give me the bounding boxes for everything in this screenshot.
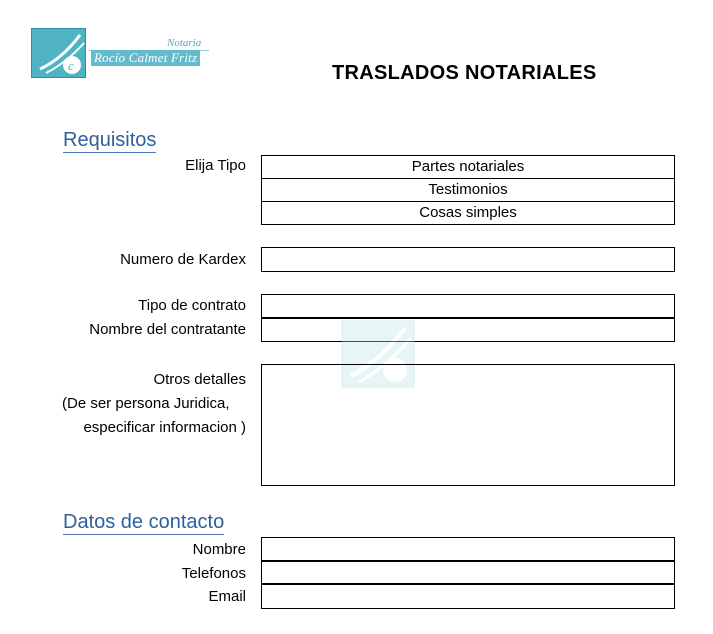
kardex-label: Numero de Kardex [120,251,246,268]
nombre-contratante-field[interactable] [261,317,675,342]
svg-text:c: c [68,58,74,73]
page-title: TRASLADOS NOTARIALES [332,62,597,84]
kardex-field[interactable] [261,247,675,272]
otros-detalles-hint-1: (De ser persona Juridica, [62,395,230,412]
otros-detalles-textarea[interactable] [261,364,675,486]
option-cosas-simples[interactable]: Cosas simples [261,201,675,225]
notary-logo [31,28,209,78]
section-heading-requisitos: Requisitos [63,129,157,151]
logo-text-notaria: Notaria [167,37,202,49]
telefonos-label: Telefonos [181,565,246,582]
otros-detalles-hint-2: especificar informacion ) [83,419,246,436]
tipo-contrato-label: Tipo de contrato [138,297,246,314]
telefonos-field[interactable] [261,560,675,585]
otros-detalles-label: Otros detalles [153,371,246,388]
tipo-contrato-field[interactable] [261,294,675,319]
nombre-contratante-label: Nombre del contratante [89,321,246,338]
option-testimonios[interactable]: Testimonios [261,178,675,202]
email-label: Email [208,588,246,605]
email-field[interactable] [261,583,675,609]
nombre-field[interactable] [261,537,675,562]
section-heading-contacto: Datos de contacto [63,511,225,533]
elija-tipo-label: Elija Tipo [185,157,246,174]
logo-text-name: Rocío Calmet Fritz [91,50,200,66]
option-partes-notariales[interactable]: Partes notariales [261,155,675,179]
nombre-label: Nombre [192,541,246,558]
logo-mark-icon [31,28,86,78]
